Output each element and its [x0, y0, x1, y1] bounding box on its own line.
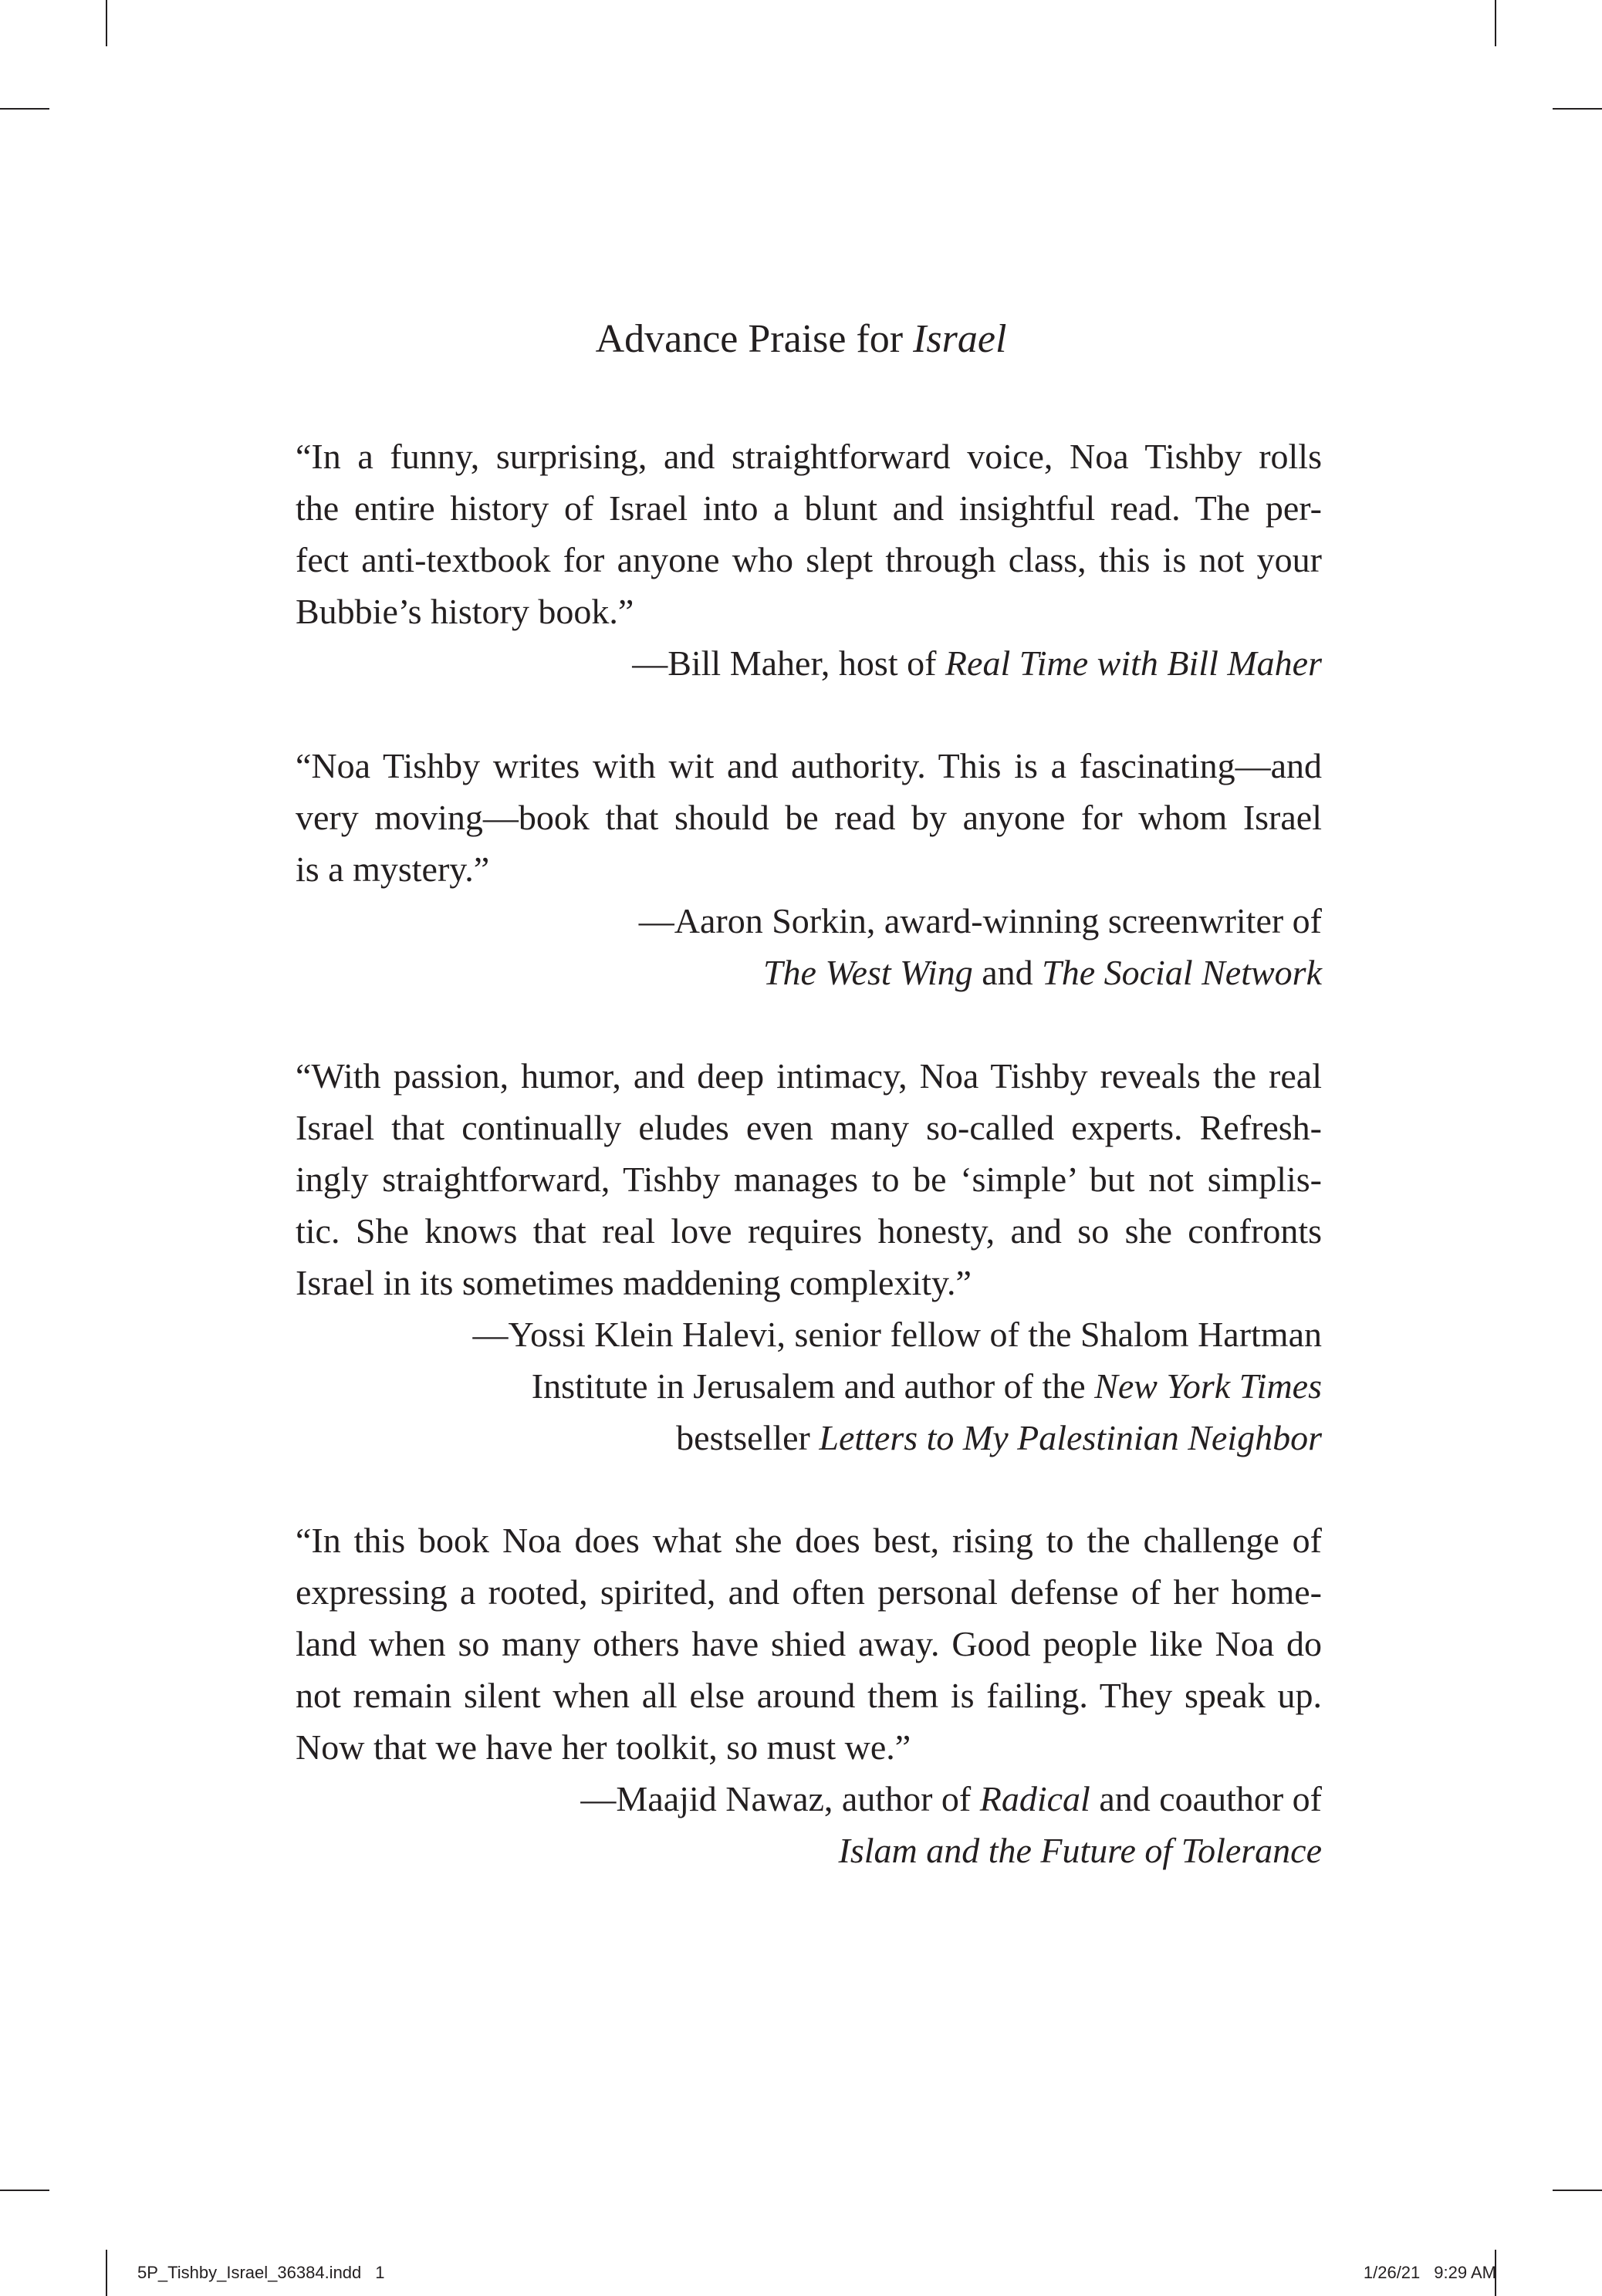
crop-mark-top-left	[106, 0, 107, 46]
attribution-title: New York Times	[1094, 1366, 1322, 1406]
attribution-text: —Yossi Klein Halevi, senior fellow of the Shalom Hartman	[472, 1315, 1322, 1354]
attribution-text: —Maajid Nawaz, author of	[580, 1779, 980, 1818]
quote-line: is a mystery.”	[296, 849, 490, 889]
slug-file-name: 5P_Tishby_Israel_36384.indd	[137, 2263, 362, 2282]
attribution-line	[296, 1773, 1322, 1825]
attribution-title: The West Wing	[762, 953, 973, 992]
crop-mark-left-upper	[0, 108, 49, 110]
quote-line: Bubbie’s history book.”	[296, 592, 634, 631]
slug-file-info	[137, 2263, 385, 2283]
quote-line: expressing a rooted, spirited, and often personal defense of her home-	[296, 1572, 1322, 1612]
attribution-line	[296, 637, 1322, 689]
crop-mark-right-lower	[1553, 2190, 1602, 2191]
attribution-title: Letters to My Palestinian Neighbor	[819, 1418, 1322, 1457]
attribution-text: and	[972, 953, 1043, 992]
crop-mark-left-lower	[0, 2190, 49, 2191]
quote-line: not remain silent when all else around them is failing. They speak up.	[296, 1676, 1322, 1715]
quote-line: Israel that continually eludes even many so-called experts. Refresh-	[296, 1108, 1322, 1147]
page-title-text: Advance Praise for	[595, 317, 914, 361]
page-title	[0, 316, 1602, 363]
quote-line: “In a funny, surprising, and straightforward voice, Noa Tishby rolls	[296, 437, 1322, 476]
quote-line: “Noa Tishby writes with wit and authority. This is a fascinating—and	[296, 746, 1322, 785]
crop-mark-right-upper	[1553, 108, 1602, 110]
attribution-line	[296, 947, 1322, 998]
quote-line: Now that we have her toolkit, so must we.”	[296, 1727, 911, 1767]
attribution-text: Institute in Jerusalem and author of the	[531, 1366, 1095, 1406]
quote-line: land when so many others have shied away. Good people like Noa do	[296, 1624, 1322, 1663]
slug-time: 9:29 AM	[1434, 2263, 1496, 2282]
quote-line: fect anti-textbook for anyone who slept through class, this is not your	[296, 540, 1322, 579]
praise-block-maher	[296, 430, 1322, 689]
attribution-line	[296, 1308, 1322, 1360]
attribution-text: bestseller	[676, 1418, 820, 1457]
quote-line: Israel in its sometimes maddening complexity.”	[296, 1263, 972, 1302]
slug-page-number: 1	[375, 2263, 385, 2282]
slug-date: 1/26/21	[1363, 2263, 1421, 2282]
attribution-line	[296, 895, 1322, 947]
crop-mark-bottom-left	[106, 2250, 107, 2296]
quote-line: the entire history of Israel into a blunt and insightful read. The per-	[296, 488, 1322, 528]
crop-mark-top-right	[1495, 0, 1496, 46]
quote-line: very moving—book that should be read by anyone for whom Israel	[296, 798, 1322, 837]
attribution-line	[296, 1825, 1322, 1876]
attribution-title: Real Time with Bill Maher	[945, 643, 1322, 683]
attribution-line	[296, 1360, 1322, 1412]
page-title-book: Israel	[913, 317, 1007, 361]
attribution-title: The Social Network	[1042, 953, 1322, 992]
praise-block-sorkin	[296, 740, 1322, 998]
attribution-line	[296, 1412, 1322, 1464]
slug-timestamp	[1364, 2263, 1496, 2283]
attribution-text: and coauthor of	[1090, 1779, 1322, 1818]
quote-line: “With passion, humor, and deep intimacy, Noa Tishby reveals the real	[296, 1056, 1322, 1096]
quote-line: tic. She knows that real love requires honesty, and so she confronts	[296, 1211, 1322, 1251]
quote-line: ingly straightforward, Tishby manages to be ‘simple’ but not simplis-	[296, 1160, 1322, 1199]
attribution-title: Radical	[979, 1779, 1090, 1818]
praise-block-halevi	[296, 1050, 1322, 1464]
attribution-text: —Aaron Sorkin, award-winning screenwriter of	[638, 901, 1322, 940]
quote-line: “In this book Noa does what she does best, rising to the challenge of	[296, 1521, 1322, 1560]
attribution-text: —Bill Maher, host of	[632, 643, 945, 683]
attribution-title: Islam and the Future of Tolerance	[838, 1831, 1322, 1870]
praise-block-nawaz	[296, 1514, 1322, 1876]
